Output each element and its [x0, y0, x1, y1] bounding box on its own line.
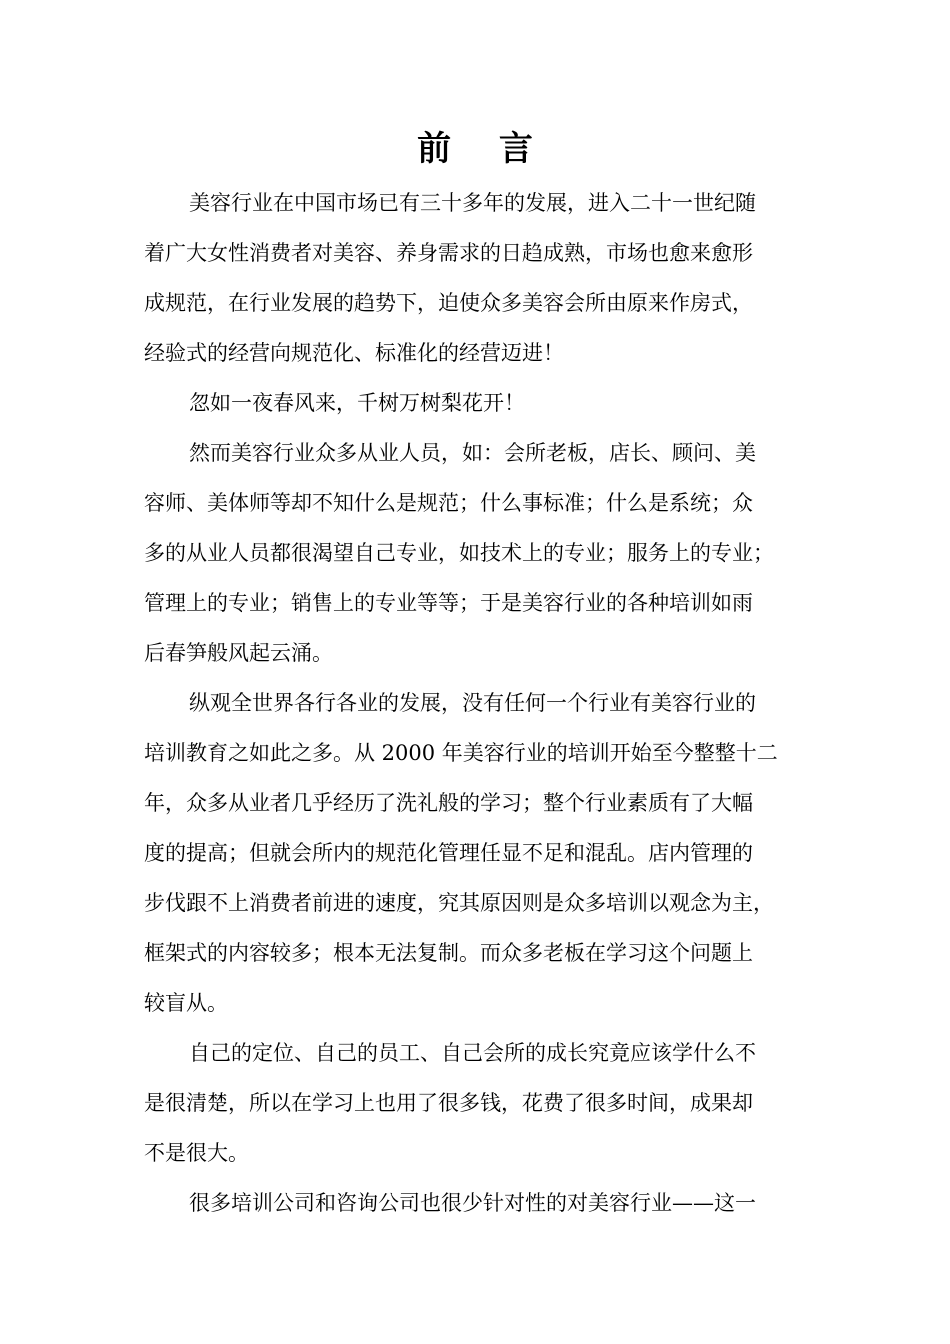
text-line: 很多培训公司和咨询公司也很少针对性的对美容行业——这一	[189, 1191, 756, 1215]
text-line: 框架式的内容较多；根本无法复制。而众多老板在学习这个问题上	[144, 941, 753, 965]
paragraph	[144, 1028, 804, 1178]
text-line: 美容行业在中国市场已有三十多年的发展，进入二十一世纪随	[189, 191, 756, 215]
text-line: 度的提高；但就会所内的规范化管理任显不足和混乱。店内管理的	[144, 841, 753, 865]
text-line: 后春笋般风起云涌。	[144, 641, 333, 665]
paragraph	[144, 1178, 804, 1228]
paragraph	[144, 428, 804, 678]
text-line: 培训教育之如此之多。从 2000 年美容行业的培训开始至今整整十二	[144, 741, 778, 765]
text-line: 着广大女性消费者对美容、养身需求的日趋成熟，市场也愈来愈形	[144, 241, 753, 265]
page-title: 前 言	[417, 129, 551, 169]
text-line: 不是很大。	[144, 1141, 249, 1165]
text-line: 容师、美体师等却不知什么是规范；什么事标准；什么是系统；众	[144, 491, 753, 515]
paragraph	[144, 678, 804, 1028]
text-line: 是很清楚，所以在学习上也用了很多钱，花费了很多时间，成果却	[144, 1091, 753, 1115]
text-line: 成规范，在行业发展的趋势下，迫使众多美容会所由原来作房式，	[144, 291, 753, 315]
text-line: 自己的定位、自己的员工、自己会所的成长究竟应该学什么不	[189, 1041, 756, 1065]
text-line: 经验式的经营向规范化、标准化的经营迈进！	[144, 341, 564, 365]
body-text	[144, 178, 804, 1228]
text-line: 纵观全世界各行各业的发展，没有任何一个行业有美容行业的	[189, 691, 756, 715]
text-line: 管理上的专业；销售上的专业等等；于是美容行业的各种培训如雨	[144, 591, 753, 615]
text-line: 然而美容行业众多从业人员，如：会所老板，店长、顾问、美	[189, 441, 756, 465]
text-line: 多的从业人员都很渴望自己专业，如技术上的专业；服务上的专业；	[144, 541, 774, 565]
text-line: 步伐跟不上消费者前进的速度，究其原因则是众多培训以观念为主，	[144, 891, 774, 915]
text-line: 忽如一夜春风来，千树万树梨花开！	[189, 391, 525, 415]
paragraph	[144, 178, 804, 378]
text-line: 较盲从。	[144, 991, 228, 1015]
paragraph	[144, 378, 804, 428]
text-line: 年，众多从业者几乎经历了洗礼般的学习；整个行业素质有了大幅	[144, 791, 753, 815]
